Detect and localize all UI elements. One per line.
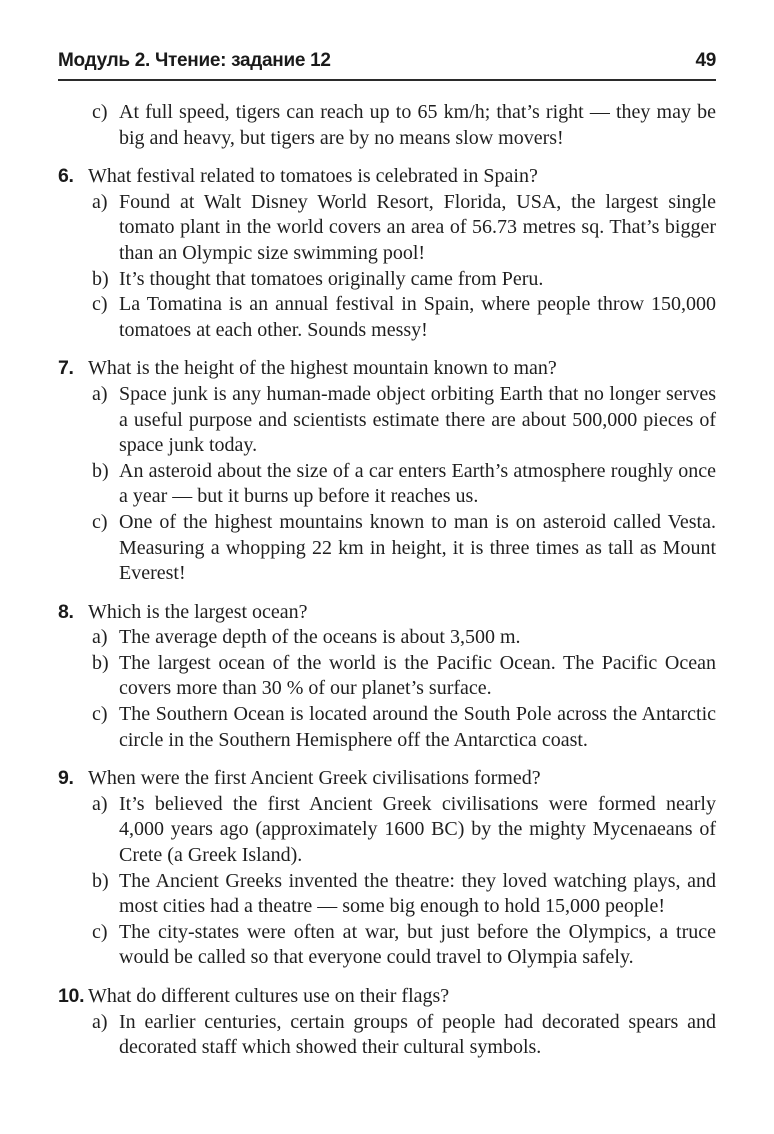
question-row	[58, 356, 716, 382]
question-number: 10.	[58, 985, 85, 1007]
option-letter: c)	[92, 510, 108, 533]
option-text: In earlier centuries, certain groups of people had decorated spears and decorated staff which showed their cultural symbols.	[119, 1010, 716, 1059]
answer-option	[92, 625, 716, 651]
answer-option	[92, 869, 716, 920]
question-text: What festival related to tomatoes is celebrated in Spain?	[88, 165, 538, 188]
answer-option	[92, 382, 716, 459]
answer-option	[92, 292, 716, 343]
option-letter: b)	[92, 869, 109, 892]
question-row	[58, 164, 716, 190]
question-block-9	[58, 766, 716, 971]
option-text: La Tomatina is an annual festival in Spain, where people throw 150,000 tomatoes at each other. Sounds messy!	[119, 293, 716, 341]
header-row	[58, 50, 716, 72]
option-text: The largest ocean of the world is the Pacific Ocean. The Pacific Ocean covers more than 30 % of our planet’s surface.	[119, 651, 716, 700]
question-number: 9.	[58, 767, 74, 790]
answer-option	[92, 651, 716, 702]
carryover-option-block	[58, 100, 716, 151]
answer-option	[92, 702, 716, 753]
option-text: The Ancient Greeks invented the theatre: they loved watching plays, and most cities had a theatre — some big enough to hold 15,000 people!	[119, 869, 716, 918]
option-letter: a)	[92, 792, 108, 815]
question-row	[58, 766, 716, 792]
option-text: Found at Walt Disney World Resort, Florida, USA, the largest single tomato plant in the world covers an area of 56.73 metres sq. That’s bigger than an Olympic size swimming pool!	[119, 190, 716, 264]
option-letter: c)	[92, 293, 108, 316]
option-text: The average depth of the oceans is about 3,500 m.	[119, 626, 521, 649]
option-letter: b)	[92, 459, 109, 482]
option-letter: a)	[92, 382, 108, 405]
option-text: It’s thought that tomatoes originally came from Peru.	[119, 267, 544, 290]
section-title: Модуль 2. Чтение: задание 12	[58, 50, 331, 71]
header-divider	[58, 79, 716, 81]
option-letter: c)	[92, 920, 108, 943]
option-text: The city-states were often at war, but just before the Olympics, a truce would be called so that everyone could travel to Olympia safely.	[119, 920, 716, 969]
question-row	[58, 600, 716, 626]
page-header	[58, 50, 716, 81]
option-text: One of the highest mountains known to man is on asteroid called Vesta. Measuring a whopping 22 km in height, it is three times as tall as Mount Everest!	[119, 510, 716, 585]
page-number: 49	[695, 50, 716, 71]
question-text: When were the first Ancient Greek civilisations formed?	[88, 767, 541, 790]
option-letter: c)	[92, 101, 108, 123]
answer-option	[92, 1010, 716, 1061]
answer-option	[92, 920, 716, 971]
question-block-10	[58, 984, 716, 1061]
option-text: Space junk is any human-made object orbiting Earth that no longer serves a useful purpose and scientists estimate there are about 500,000 pieces of space junk today.	[119, 382, 716, 457]
question-number: 6.	[58, 165, 74, 188]
question-row	[58, 984, 716, 1010]
option-letter: b)	[92, 267, 109, 290]
answer-option	[92, 510, 716, 587]
answer-option	[92, 792, 716, 869]
option-letter: c)	[92, 703, 108, 726]
option-text: The Southern Ocean is located around the South Pole across the Antarctic circle in the Southern Hemisphere off the Antarctica coast.	[119, 703, 716, 751]
question-text: What do different cultures use on their flags?	[88, 985, 450, 1007]
question-number: 8.	[58, 600, 74, 623]
option-letter: b)	[92, 651, 109, 674]
question-block-7	[58, 356, 716, 586]
answer-option	[92, 267, 716, 293]
answer-option	[92, 100, 716, 151]
answer-option	[92, 190, 716, 267]
option-text: At full speed, tigers can reach up to 65 km/h; that’s right — they may be big and heavy, but tigers are by no means slow movers!	[119, 101, 716, 149]
option-text: It’s believed the first Ancient Greek civilisations were formed nearly 4,000 years ago (approximately 1600 BC) by the mighty Mycenaeans of Crete (a Greek Island).	[119, 792, 716, 867]
answer-option	[92, 459, 716, 510]
option-letter: a)	[92, 190, 108, 213]
option-letter: a)	[92, 1010, 108, 1033]
option-letter: a)	[92, 626, 108, 649]
question-text: What is the height of the highest mountain known to man?	[88, 357, 557, 380]
exercise-content	[58, 100, 716, 1061]
option-text: An asteroid about the size of a car enters Earth’s atmosphere roughly once a year — but it burns up before it reaches us.	[119, 459, 716, 508]
question-number: 7.	[58, 357, 74, 380]
question-text: Which is the largest ocean?	[88, 600, 308, 623]
question-block-6	[58, 164, 716, 343]
question-block-8	[58, 600, 716, 754]
